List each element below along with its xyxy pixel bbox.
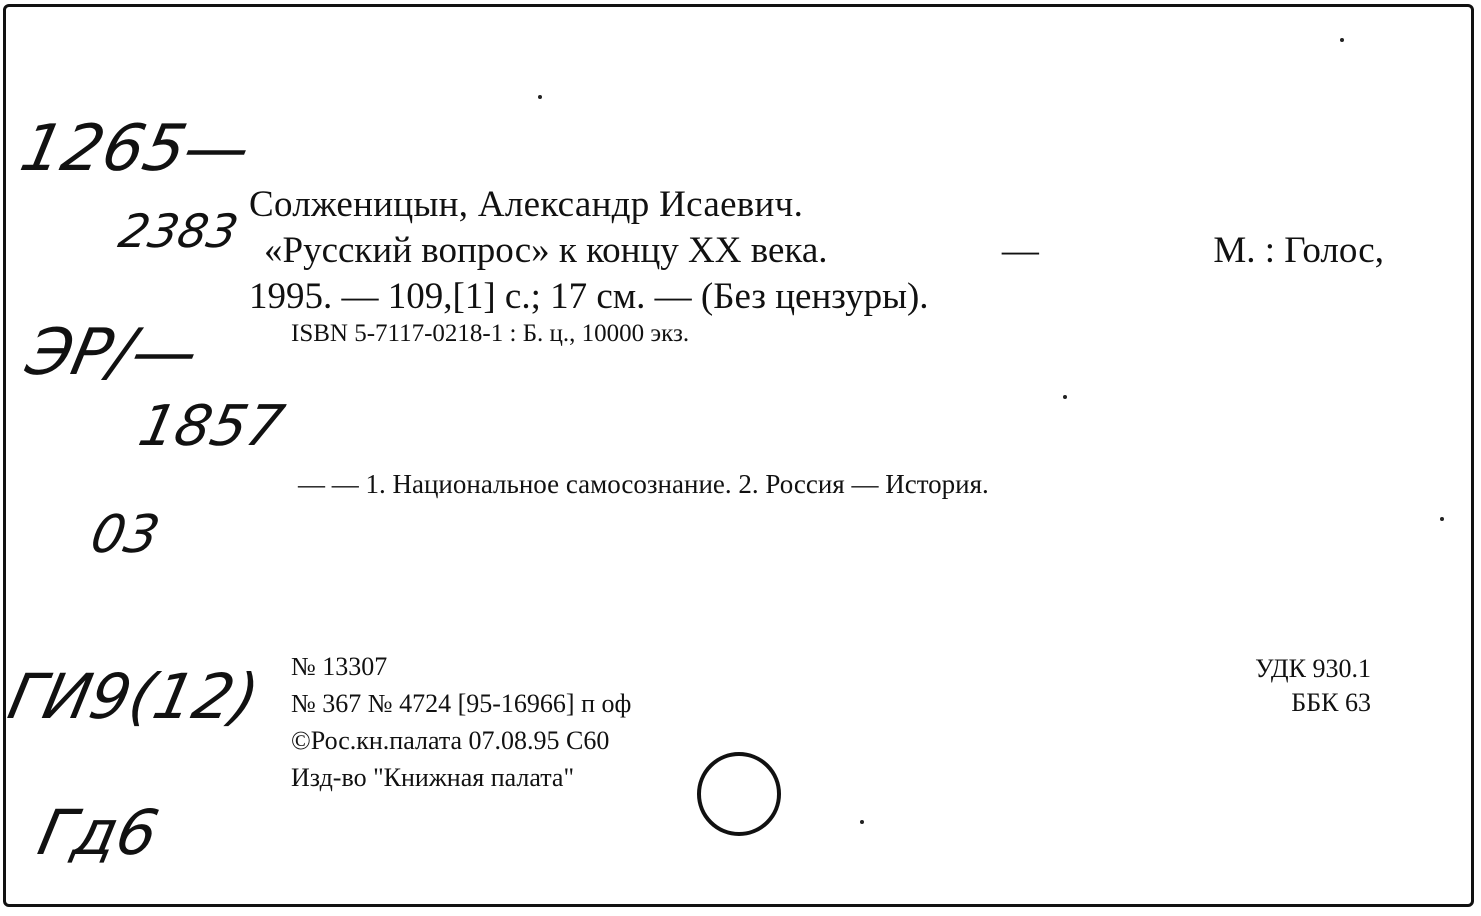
publisher-place: М. : Голос, [1213,230,1384,271]
footer-line-2: № 367 № 4724 [95-16966] п оф [291,689,632,718]
handwritten-number-second: 2383 [114,204,243,258]
handwritten-code-er-number: 1857 [133,394,290,459]
isbn-line: ISBN 5-7117-0218-1 : Б. ц., 10000 экз. [291,320,690,347]
subjects-line: — — 1. Национальное самосознание. 2. Россия — История. [298,469,989,499]
scan-speck [538,95,542,99]
scan-speck [860,820,864,824]
handwritten-code-er: ЭР/— [20,316,205,390]
author-line: Солженицын, Александр Исаевич. [249,184,804,225]
handwritten-code-gd: Гд6 [32,796,165,869]
title-dash: — [1001,230,1039,271]
handwritten-code-03: 03 [85,505,165,565]
scan-speck [1440,517,1444,521]
scan-speck [1340,38,1344,42]
title-line-1 [264,229,1384,272]
scan-speck [1063,395,1067,399]
circle-stamp-icon [696,751,782,837]
footer-line-4: Изд-во "Книжная палата" [291,763,575,792]
udk-code: УДК 930.1 [1255,654,1371,683]
title-text: «Русский вопрос» к концу XX века. [264,230,828,271]
title-line-2: 1995. — 109,[1] с.; 17 см. — (Без цензуры). [249,276,929,317]
handwritten-code-gi: ГИ9(12) [2,660,266,733]
bbk-code: ББК 63 [1291,688,1371,717]
footer-line-1: № 13307 [291,652,388,681]
handwritten-number-top: 1265— [14,112,257,186]
footer-line-3: ©Рос.кн.палата 07.08.95 С60 [291,726,610,755]
